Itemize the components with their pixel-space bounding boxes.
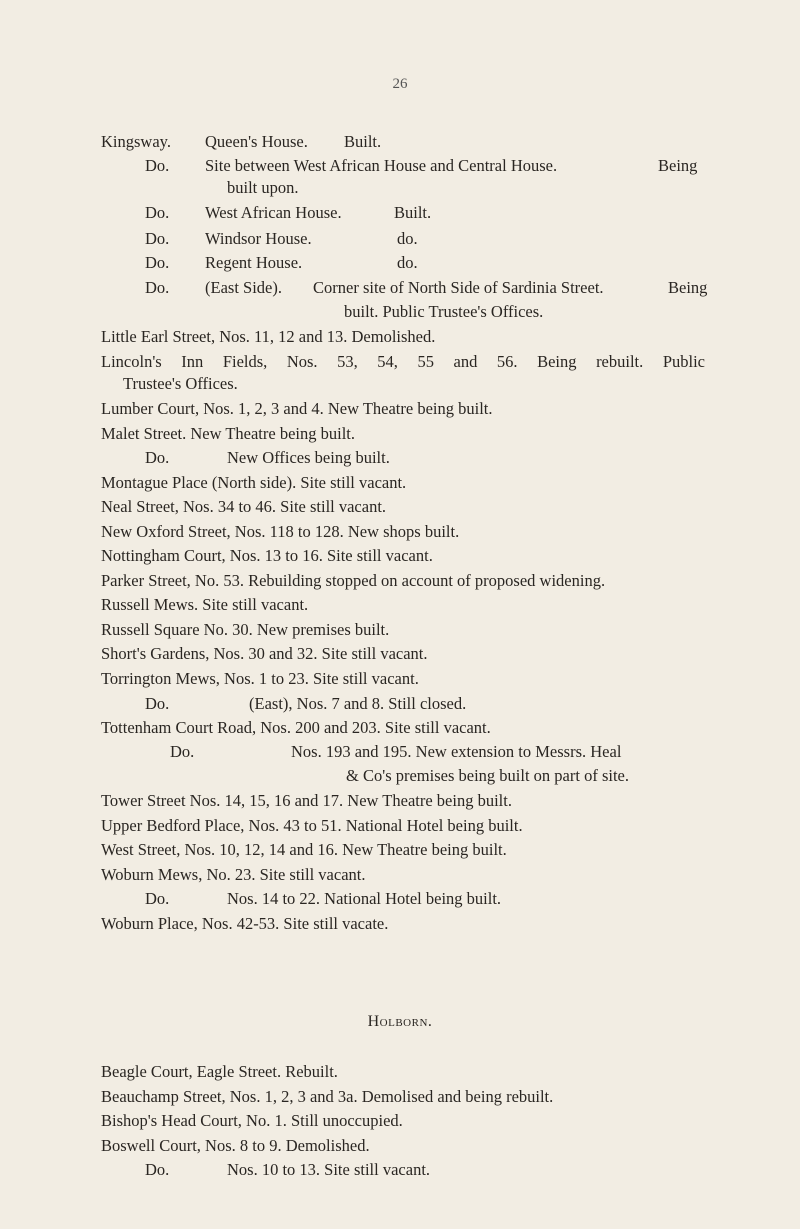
entry-text: Nos. 14 to 22. National Hotel being built. bbox=[227, 889, 502, 908]
entry: Montague Place (North side). Site still vacant. bbox=[101, 473, 407, 492]
entry-street: Do. bbox=[145, 253, 170, 272]
entry-text: built. Public Trustee's Offices. bbox=[344, 302, 544, 321]
entry: Boswell Court, Nos. 8 to 9. Demolished. bbox=[101, 1136, 370, 1155]
entry: Woburn Mews, No. 23. Site still vacant. bbox=[101, 865, 366, 884]
entry-ditto: Do. bbox=[145, 448, 170, 467]
entry: Lincoln's Inn Fields, Nos. 53, 54, 55 and 56. Being rebuilt. Public bbox=[101, 352, 705, 371]
entry-street: Do. bbox=[145, 229, 170, 248]
entry-text: Regent House. bbox=[205, 253, 303, 272]
entry-text: built upon. bbox=[227, 178, 299, 197]
section-heading-holborn: Holborn. bbox=[367, 1013, 433, 1030]
entry-text: Being bbox=[658, 156, 698, 175]
entry: Beauchamp Street, Nos. 1, 2, 3 and 3a. Demolised and being rebuilt. bbox=[101, 1087, 554, 1106]
entry-ditto: Do. bbox=[145, 889, 170, 908]
entry-ditto: Do. bbox=[145, 694, 170, 713]
entry-text: (East), Nos. 7 and 8. Still closed. bbox=[249, 694, 467, 713]
entry-street: Kingsway. bbox=[101, 132, 171, 151]
page-number: 26 bbox=[392, 76, 408, 92]
entry-text: Site between West African House and Central House. bbox=[205, 156, 558, 175]
entry-text: West African House. bbox=[205, 203, 342, 222]
entry-text: (East Side). bbox=[205, 278, 282, 297]
entry: Tower Street Nos. 14, 15, 16 and 17. New Theatre being built. bbox=[101, 791, 512, 810]
entry: Tottenham Court Road, Nos. 200 and 203. Site still vacant. bbox=[101, 718, 491, 737]
entry: Bishop's Head Court, No. 1. Still unoccupied. bbox=[101, 1111, 403, 1130]
entry-text: Being bbox=[668, 278, 708, 297]
entry-ditto: Do. bbox=[145, 1160, 170, 1179]
entry-text: New Offices being built. bbox=[227, 448, 390, 467]
entry: Malet Street. New Theatre being built. bbox=[101, 424, 355, 443]
entry: Russell Square No. 30. New premises built. bbox=[101, 620, 390, 639]
entry-text: do. bbox=[397, 253, 418, 272]
entry: Parker Street, No. 53. Rebuilding stopped on account of proposed widening. bbox=[101, 571, 606, 590]
entry: Neal Street, Nos. 34 to 46. Site still vacant. bbox=[101, 497, 387, 516]
entry-continuation: & Co's premises being built on part of site. bbox=[346, 766, 629, 785]
entry-text: Nos. 193 and 195. New extension to Messrs. Heal bbox=[291, 742, 622, 761]
entry: Woburn Place, Nos. 42-53. Site still vacate. bbox=[101, 914, 389, 933]
entry: Lumber Court, Nos. 1, 2, 3 and 4. New Theatre being built. bbox=[101, 399, 493, 418]
entry-text: Nos. 10 to 13. Site still vacant. bbox=[227, 1160, 431, 1179]
entry: Upper Bedford Place, Nos. 43 to 51. National Hotel being built. bbox=[101, 816, 523, 835]
entry: Short's Gardens, Nos. 30 and 32. Site still vacant. bbox=[101, 644, 428, 663]
entry-text: Built. bbox=[344, 132, 382, 151]
entry-continuation: Trustee's Offices. bbox=[123, 374, 238, 393]
entry: West Street, Nos. 10, 12, 14 and 16. New Theatre being built. bbox=[101, 840, 507, 859]
entry: Torrington Mews, Nos. 1 to 23. Site still vacant. bbox=[101, 669, 419, 688]
entry: New Oxford Street, Nos. 118 to 128. New shops built. bbox=[101, 522, 460, 541]
entry-text: Built. bbox=[394, 203, 432, 222]
entry-text: do. bbox=[397, 229, 418, 248]
entry: Little Earl Street, Nos. 11, 12 and 13. Demolished. bbox=[101, 327, 436, 346]
entry-text: Corner site of North Side of Sardinia Street. bbox=[313, 278, 604, 297]
entry-street: Do. bbox=[145, 156, 170, 175]
entry: Nottingham Court, Nos. 13 to 16. Site still vacant. bbox=[101, 546, 433, 565]
entry: Beagle Court, Eagle Street. Rebuilt. bbox=[101, 1062, 338, 1081]
entry: Russell Mews. Site still vacant. bbox=[101, 595, 309, 614]
entry-ditto: Do. bbox=[170, 742, 195, 761]
entry-text: Queen's House. bbox=[205, 132, 308, 151]
entry-street: Do. bbox=[145, 203, 170, 222]
entry-text: Windsor House. bbox=[205, 229, 312, 248]
entry-street: Do. bbox=[145, 278, 170, 297]
